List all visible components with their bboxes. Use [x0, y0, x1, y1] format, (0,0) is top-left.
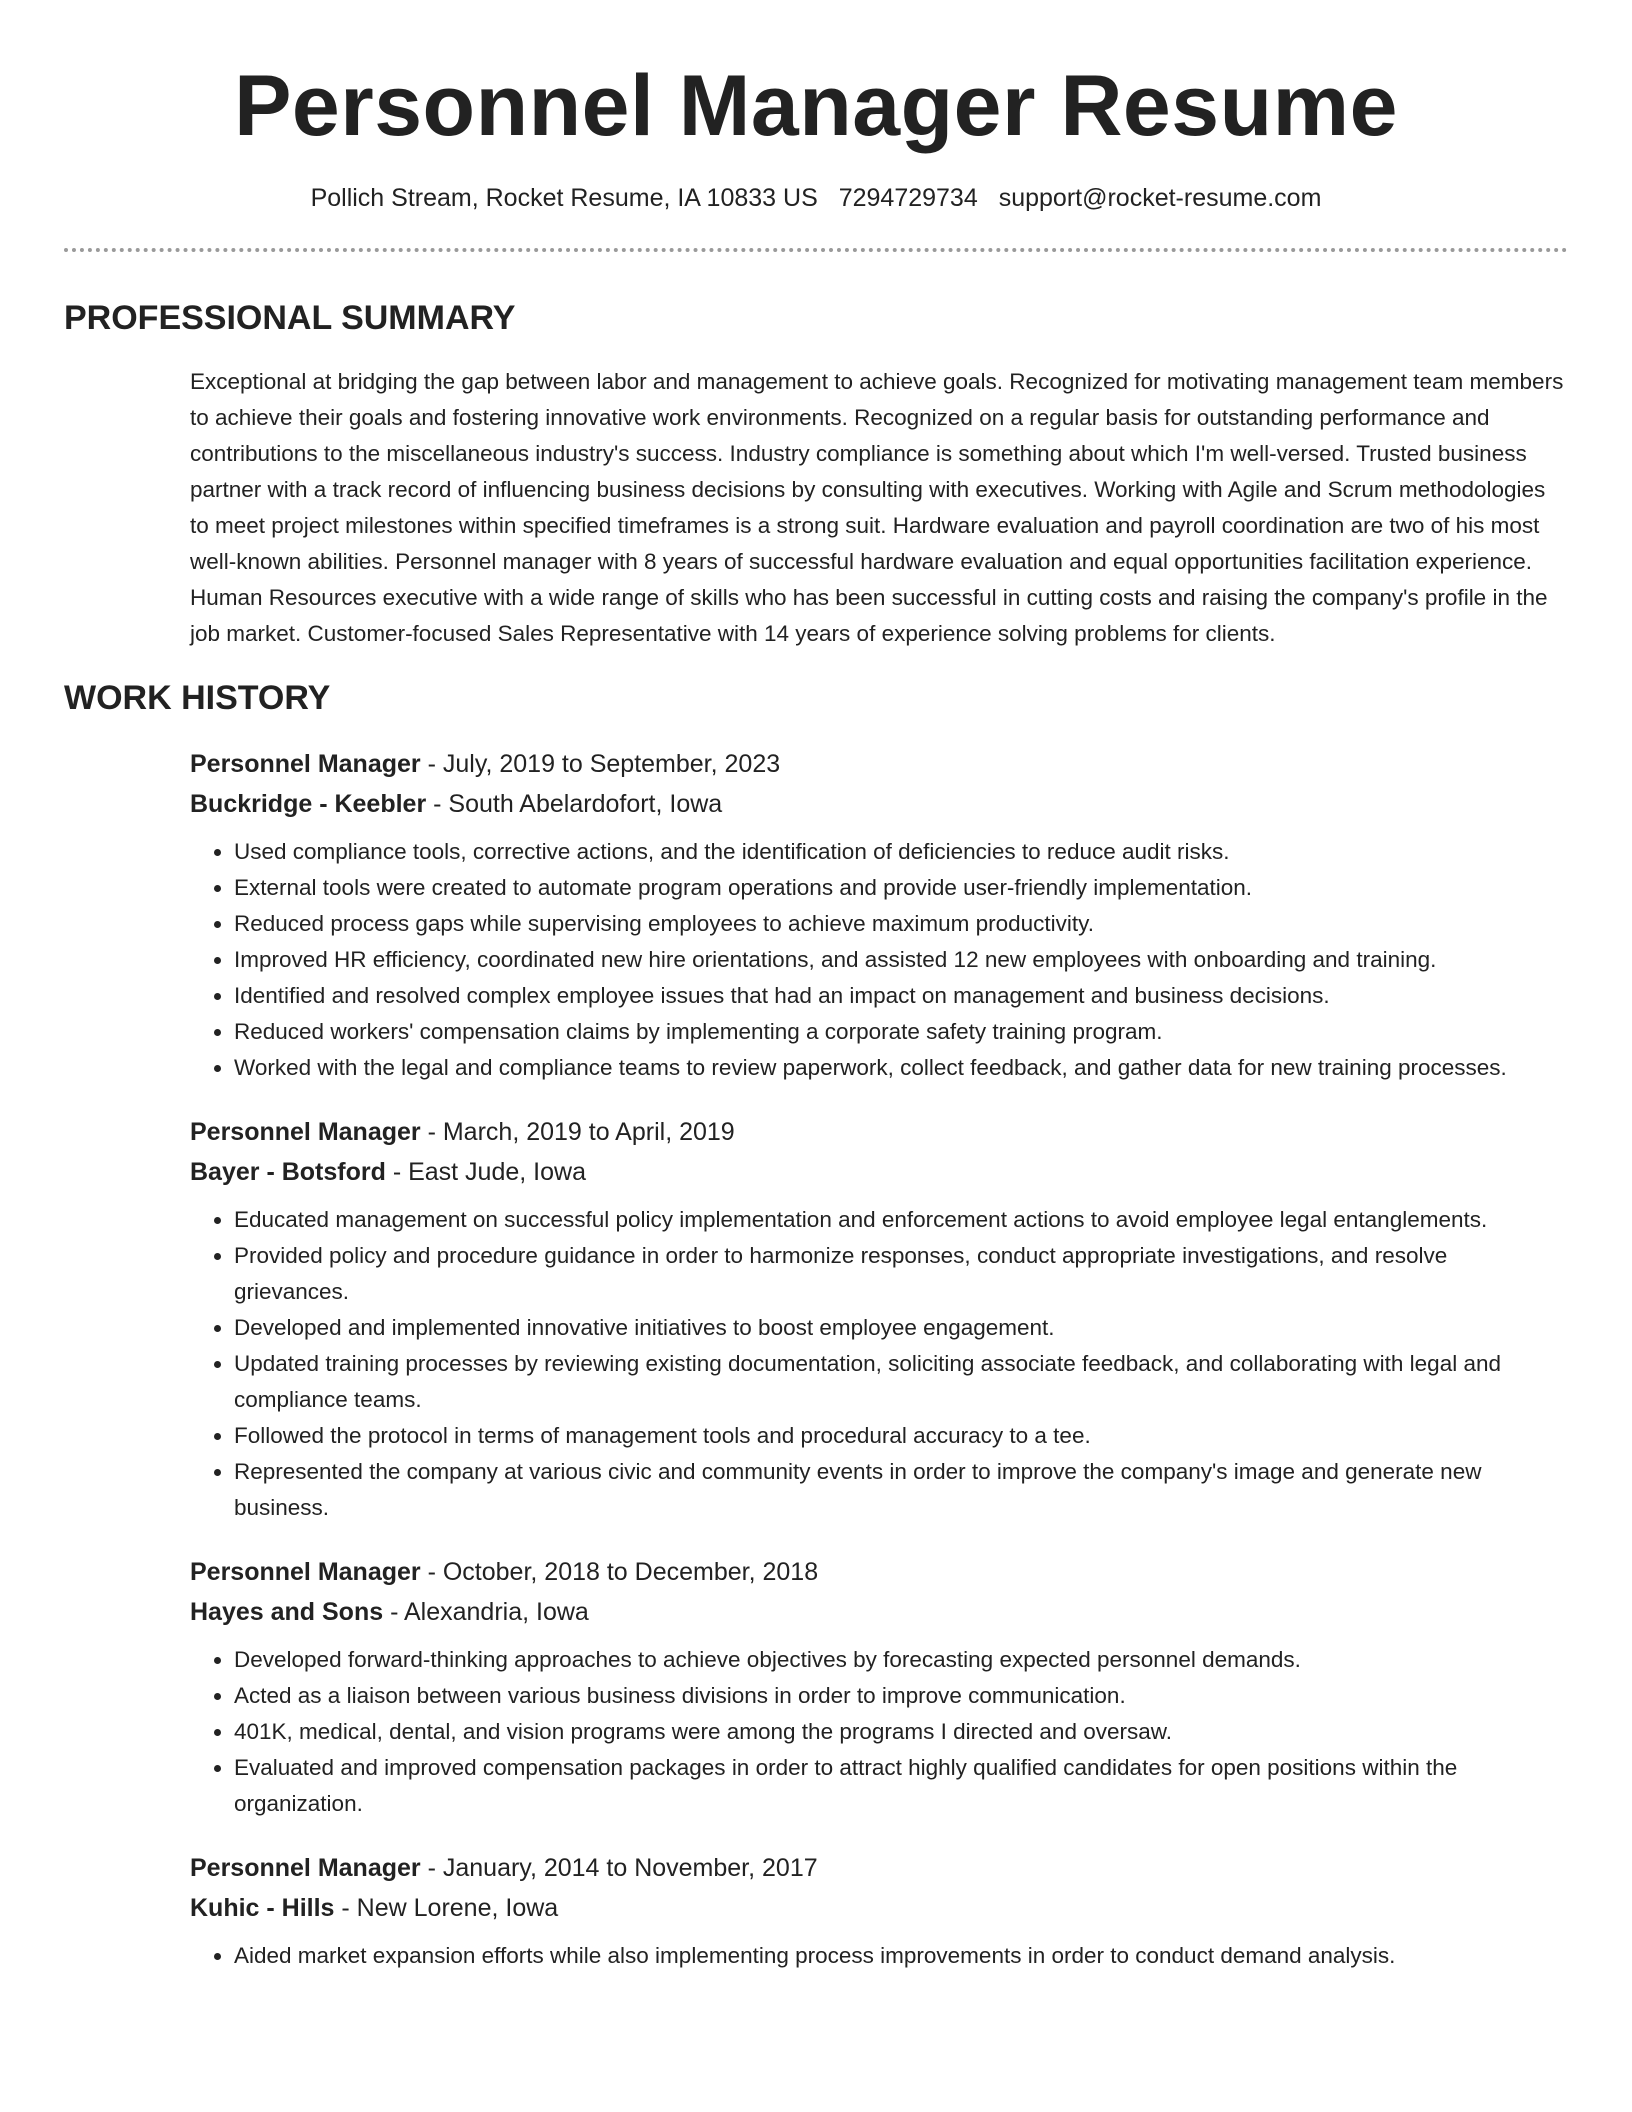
resume-title: Personnel Manager Resume [234, 58, 1398, 154]
contact-phone: 7294729734 [838, 184, 978, 212]
work-history-heading: WORK HISTORY [64, 679, 331, 717]
contact-address: Pollich Stream, Rocket Resume, IA 10833 US [310, 184, 818, 212]
job-bullet: • Identified and resolved complex employee issues that had an impact on management and business decisions. [234, 978, 1568, 1014]
job-location: - South Abelardofort, Iowa [426, 790, 723, 818]
job-bullet: • Worked with the legal and compliance teams to review paperwork, collect feedback, and gather data for new training processes. [234, 1050, 1568, 1086]
job-role: Personnel Manager [190, 750, 421, 778]
job-role-line [190, 1112, 1568, 1152]
job-company-line [190, 784, 1568, 824]
job-entry [190, 1848, 1568, 1974]
job-bullet: • 401K, medical, dental, and vision programs were among the programs I directed and oversaw. [234, 1714, 1568, 1750]
job-entry [190, 744, 1568, 1086]
job-company: Bayer - Botsford [190, 1158, 386, 1186]
summary-text: Exceptional at bridging the gap between labor and management to achieve goals. Recognized for motivating management team members to achieve their goals and fostering innovative work environments. Recognized on a regular basis for outstanding performance and contributions to the miscellaneous industry's success. Industry compliance is something about which I'm well-versed. Trusted business partner with a track record of influencing business decisions by consulting with executives. Working with Agile and Scrum methodologies to meet project milestones within specified timeframes is a strong suit. Hardware evaluation and payroll coordination are two of his most well-known abilities. Personnel manager with 8 years of successful hardware evaluation and equal opportunities facilitation experience. Human Resources executive with a wide range of skills who has been successful in cutting costs and raising the company's profile in the job market. Customer-focused Sales Representative with 14 years of experience solving problems for clients. [190, 369, 1564, 646]
job-role-line [190, 1848, 1568, 1888]
job-bullets [190, 1202, 1568, 1526]
job-dates: - January, 2014 to November, 2017 [420, 1854, 818, 1882]
job-bullets [190, 1642, 1568, 1822]
job-role-line [190, 744, 1568, 784]
job-dates: - October, 2018 to December, 2018 [420, 1558, 819, 1586]
job-bullets [190, 834, 1568, 1086]
job-bullet: • Acted as a liaison between various business divisions in order to improve communication. [234, 1678, 1568, 1714]
job-bullet: • Educated management on successful policy implementation and enforcement actions to avoid employee legal entanglements. [234, 1202, 1568, 1238]
job-bullet: • Improved HR efficiency, coordinated new hire orientations, and assisted 12 new employees with onboarding and training. [234, 942, 1568, 978]
job-bullet: • Used compliance tools, corrective actions, and the identification of deficiencies to reduce audit risks. [234, 834, 1568, 870]
job-company: Hayes and Sons [190, 1598, 384, 1626]
work-history-list [64, 744, 1568, 1974]
job-bullet: • Reduced process gaps while supervising employees to achieve maximum productivity. [234, 906, 1568, 942]
contact-email: support@rocket-resume.com [998, 184, 1322, 212]
job-bullet: • External tools were created to automate program operations and provide user-friendly implementation. [234, 870, 1568, 906]
job-bullet: • Reduced workers' compensation claims by implementing a corporate safety training program. [234, 1014, 1568, 1050]
header-divider [64, 248, 1568, 252]
job-bullet: • Provided policy and procedure guidance in order to harmonize responses, conduct appropriate investigations, and resolve grievances. [234, 1238, 1568, 1310]
job-dates: - July, 2019 to September, 2023 [420, 750, 781, 778]
job-bullet: • Followed the protocol in terms of management tools and procedural accuracy to a tee. [234, 1418, 1568, 1454]
job-bullet: • Developed and implemented innovative initiatives to boost employee engagement. [234, 1310, 1568, 1346]
job-role: Personnel Manager [190, 1558, 421, 1586]
job-entry [190, 1112, 1568, 1526]
job-bullet: • Developed forward-thinking approaches to achieve objectives by forecasting expected personnel demands. [234, 1642, 1568, 1678]
job-role-line [190, 1552, 1568, 1592]
job-bullets [190, 1938, 1568, 1974]
job-company-line [190, 1592, 1568, 1632]
job-company: Kuhic - Hills [190, 1894, 335, 1922]
job-bullet: • Evaluated and improved compensation packages in order to attract highly qualified candidates for open positions within the organization. [234, 1750, 1568, 1822]
job-location: - Alexandria, Iowa [383, 1598, 589, 1626]
job-bullet: • Aided market expansion efforts while also implementing process improvements in order to conduct demand analysis. [234, 1938, 1568, 1974]
job-bullet: • Updated training processes by reviewing existing documentation, soliciting associate feedback, and collaborating with legal and compliance teams. [234, 1346, 1568, 1418]
job-role: Personnel Manager [190, 1118, 421, 1146]
job-bullet: • Represented the company at various civic and community events in order to improve the company's image and generate new business. [234, 1454, 1568, 1526]
job-company: Buckridge - Keebler [190, 790, 427, 818]
job-location: - New Lorene, Iowa [334, 1894, 559, 1922]
job-entry [190, 1552, 1568, 1822]
resume-header [64, 0, 1568, 214]
job-company-line [190, 1888, 1568, 1928]
job-location: - East Jude, Iowa [385, 1158, 586, 1186]
job-company-line [190, 1152, 1568, 1192]
contact-line [64, 182, 1568, 214]
job-dates: - March, 2019 to April, 2019 [420, 1118, 735, 1146]
job-role: Personnel Manager [190, 1854, 421, 1882]
summary-heading: PROFESSIONAL SUMMARY [64, 299, 516, 337]
